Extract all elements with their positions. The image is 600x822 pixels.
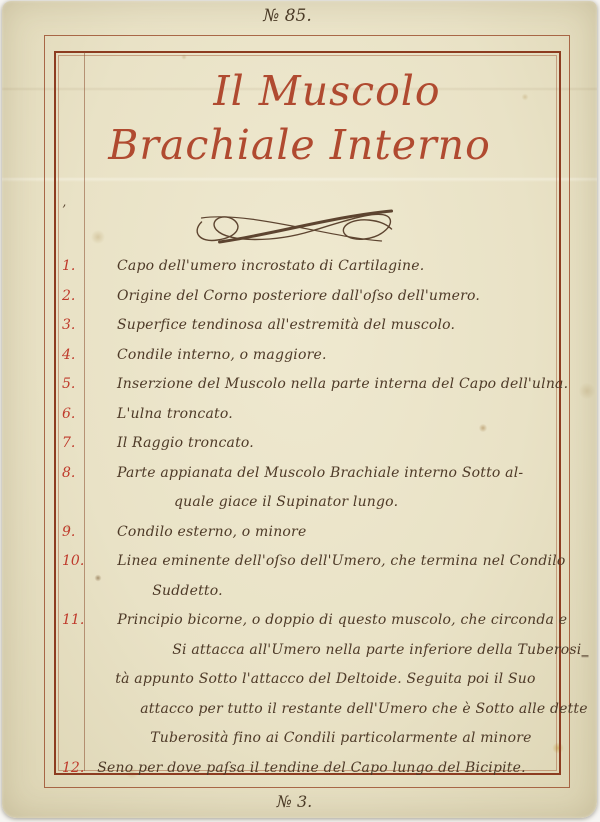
item-number: 8.	[62, 464, 76, 481]
calligraphic-flourish-icon	[185, 198, 401, 252]
list-item	[54, 547, 566, 606]
title-line-2: Brachiale Interno	[108, 121, 491, 169]
item-number: 10.	[62, 553, 85, 569]
text-line: Condile interno, o maggiore.	[117, 346, 327, 363]
item-number: 12.	[62, 759, 85, 776]
text-line: Seno per dove paſsa il tendine del Capo lungo del Bicipite.	[97, 759, 526, 776]
item-text	[117, 429, 560, 459]
item-number: 7.	[62, 435, 76, 451]
text-line: quale giace il Supinator lungo.	[174, 494, 399, 510]
stray-ink-mark: ’	[62, 203, 67, 218]
text-line: Origine del Corno posteriore dall'oſso dell'umero.	[117, 287, 480, 304]
text-line: tà appunto Sotto l'attacco del Deltoide. Seguita poi il Suo	[115, 671, 536, 687]
item-number: 2.	[62, 287, 76, 304]
list-item	[54, 606, 589, 754]
list-item	[54, 252, 560, 282]
list-item	[54, 282, 560, 312]
text-line: Il Raggio troncato.	[117, 435, 254, 451]
title-line-1: Il Muscolo	[213, 67, 441, 115]
item-number: 11.	[62, 612, 85, 628]
item-text	[115, 606, 589, 754]
item-text	[117, 282, 560, 312]
text-line: Inserzione del Muscolo nella parte interna del Capo dell'ulna.	[117, 376, 569, 392]
text-line: Condilo esterno, o minore	[117, 523, 307, 540]
list-item	[54, 518, 560, 548]
item-text	[117, 370, 569, 400]
item-number: 9.	[62, 523, 76, 540]
item-text	[117, 341, 560, 371]
anatomical-legend-list	[54, 252, 589, 783]
list-item	[54, 370, 569, 400]
manuscript-page	[2, 1, 597, 818]
list-item	[54, 754, 560, 784]
list-item	[54, 341, 560, 371]
text-line: attacco per tutto il restante dell'Umero che è Sotto alle dette	[140, 700, 588, 717]
item-number: 1.	[62, 258, 76, 274]
item-text	[117, 518, 560, 548]
item-number: 5.	[62, 376, 76, 392]
item-text	[117, 252, 560, 282]
text-line: Parte appianata del Muscolo Brachiale interno Sotto al-	[117, 464, 524, 481]
list-item	[54, 400, 560, 430]
item-text	[117, 459, 560, 518]
text-line: Suddetto.	[152, 582, 223, 599]
page-number-bottom: № 3.	[276, 792, 313, 811]
item-text	[117, 547, 566, 606]
list-item	[54, 311, 560, 341]
item-number: 6.	[62, 405, 76, 422]
item-number: 3.	[62, 317, 76, 333]
text-line: Si attacca all'Umero nella parte inferiore della Tuberosi‗	[172, 641, 589, 658]
text-line: Capo dell'umero incrostato di Cartilagine.	[117, 258, 425, 274]
text-line: Linea eminente dell'oſso dell'Umero, che termina nel Condilo	[117, 553, 566, 569]
item-text	[117, 311, 560, 341]
text-line: Principio bicorne, o doppio di questo muscolo, che circonda e	[117, 612, 568, 628]
text-line: Tuberosità fino ai Condili particolarmente al minore	[150, 730, 532, 746]
item-text	[117, 400, 560, 430]
text-line: L'ulna troncato.	[117, 405, 233, 422]
item-number: 4.	[62, 346, 76, 363]
item-text	[97, 754, 560, 784]
page-number-top: № 85.	[263, 6, 312, 26]
text-line: Superfice tendinosa all'estremità del muscolo.	[117, 317, 456, 333]
list-item	[54, 429, 560, 459]
list-item	[54, 459, 560, 518]
